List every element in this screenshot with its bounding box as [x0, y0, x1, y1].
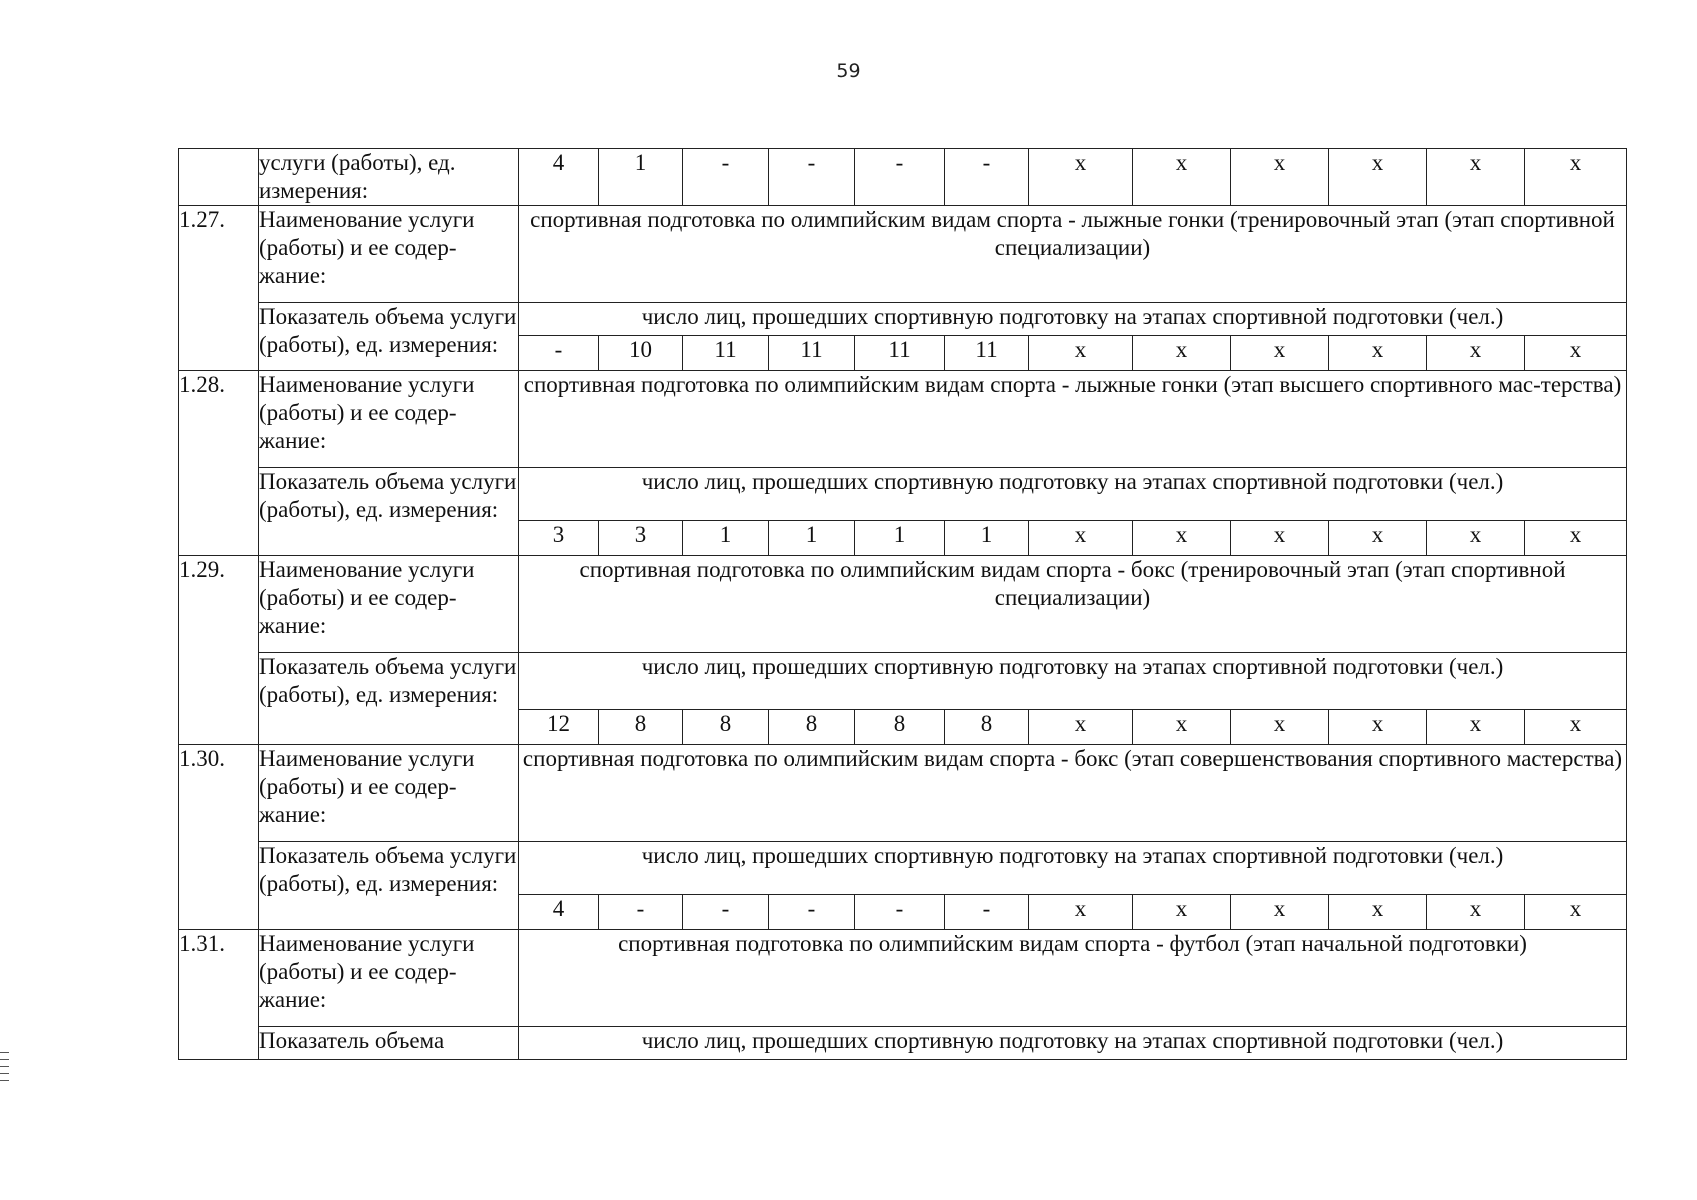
- service-name-label: Наименование услуги (работы) и ее содер-жание:: [259, 206, 519, 303]
- indicator-description: число лиц, прошедших спортивную подготовку на этапах спортивной подготовки (чел.): [519, 842, 1627, 895]
- value-cell: 8: [769, 710, 855, 745]
- service-description: спортивная подготовка по олимпийским видам спорта - бокс (тренировочный этап (этап спортивной специализации): [519, 556, 1627, 653]
- service-row: [179, 206, 1627, 303]
- value-cell: x: [1427, 521, 1525, 556]
- value-cell: 10: [599, 336, 683, 371]
- indicator-label: Показатель объема услуги (работы), ед. измерения:: [259, 303, 519, 371]
- value-cell: x: [1133, 895, 1231, 930]
- value-cell: x: [1231, 895, 1329, 930]
- services-table: [178, 148, 1627, 1060]
- indicator-row: [179, 303, 1627, 336]
- service-description: спортивная подготовка по олимпийским видам спорта - лыжные гонки (тренировочный этап (этап спортивной специализации): [519, 206, 1627, 303]
- value-cell: x: [1133, 149, 1231, 206]
- value-cell: 1: [945, 521, 1029, 556]
- value-cell: 8: [945, 710, 1029, 745]
- value-cell: 1: [769, 521, 855, 556]
- value-cell: 11: [855, 336, 945, 371]
- value-cell: x: [1133, 710, 1231, 745]
- value-cell: -: [519, 336, 599, 371]
- value-cell: 3: [599, 521, 683, 556]
- value-cell: x: [1133, 336, 1231, 371]
- value-cell: -: [855, 895, 945, 930]
- row-number: 1.27.: [179, 206, 259, 371]
- value-cell: x: [1329, 336, 1427, 371]
- indicator-label: Показатель объема услуги (работы), ед. измерения:: [259, 468, 519, 556]
- value-cell: x: [1029, 521, 1133, 556]
- value-cell: 4: [519, 895, 599, 930]
- value-cell: x: [1525, 710, 1627, 745]
- value-cell: 8: [599, 710, 683, 745]
- value-cell: -: [945, 149, 1029, 206]
- row-number: 1.31.: [179, 930, 259, 1060]
- indicator-row: [179, 1027, 1627, 1060]
- indicator-row: [179, 468, 1627, 521]
- service-row: [179, 371, 1627, 468]
- row-number: 1.30.: [179, 745, 259, 930]
- value-cell: x: [1329, 521, 1427, 556]
- value-cell: -: [599, 895, 683, 930]
- value-cell: -: [683, 895, 769, 930]
- value-cell: 1: [855, 521, 945, 556]
- value-cell: 12: [519, 710, 599, 745]
- scan-edge-marks: [0, 1052, 9, 1092]
- value-cell: -: [945, 895, 1029, 930]
- indicator-row: [179, 842, 1627, 895]
- service-name-label: Наименование услуги (работы) и ее содер-жание:: [259, 556, 519, 653]
- value-cell: 8: [683, 710, 769, 745]
- value-cell: x: [1427, 149, 1525, 206]
- page-number: 59: [836, 60, 861, 82]
- value-cell: x: [1329, 710, 1427, 745]
- row-number: 1.29.: [179, 556, 259, 745]
- value-cell: 1: [599, 149, 683, 206]
- indicator-description: число лиц, прошедших спортивную подготовку на этапах спортивной подготовки (чел.): [519, 468, 1627, 521]
- continuation-row: [179, 149, 1627, 206]
- service-name-label: Наименование услуги (работы) и ее содер-жание:: [259, 745, 519, 842]
- value-cell: -: [769, 149, 855, 206]
- row-number-cell: [179, 149, 259, 206]
- value-cell: x: [1329, 149, 1427, 206]
- value-cell: x: [1029, 336, 1133, 371]
- value-cell: 8: [855, 710, 945, 745]
- indicator-description: число лиц, прошедших спортивную подготовку на этапах спортивной подготовки (чел.): [519, 303, 1627, 336]
- service-name-label: Наименование услуги (работы) и ее содер-жание:: [259, 371, 519, 468]
- service-row: [179, 556, 1627, 653]
- value-cell: x: [1525, 895, 1627, 930]
- value-cell: x: [1133, 521, 1231, 556]
- service-row: [179, 745, 1627, 842]
- service-description: спортивная подготовка по олимпийским видам спорта - лыжные гонки (этап высшего спортивного мас-терства): [519, 371, 1627, 468]
- value-cell: x: [1231, 336, 1329, 371]
- value-cell: x: [1525, 149, 1627, 206]
- indicator-label: услуги (работы), ед. измерения:: [259, 149, 519, 206]
- indicator-description: число лиц, прошедших спортивную подготовку на этапах спортивной подготовки (чел.): [519, 653, 1627, 710]
- value-cell: 11: [683, 336, 769, 371]
- value-cell: 3: [519, 521, 599, 556]
- value-cell: x: [1427, 710, 1525, 745]
- value-cell: 11: [945, 336, 1029, 371]
- service-description: спортивная подготовка по олимпийским видам спорта - футбол (этап начальной подготовки): [519, 930, 1627, 1027]
- value-cell: x: [1525, 336, 1627, 371]
- value-cell: -: [683, 149, 769, 206]
- value-cell: x: [1029, 149, 1133, 206]
- value-cell: -: [769, 895, 855, 930]
- indicator-label: Показатель объема: [259, 1027, 519, 1060]
- value-cell: x: [1231, 521, 1329, 556]
- value-cell: x: [1029, 895, 1133, 930]
- value-cell: x: [1329, 895, 1427, 930]
- value-cell: 1: [683, 521, 769, 556]
- indicator-row: [179, 653, 1627, 710]
- value-cell: x: [1525, 521, 1627, 556]
- value-cell: -: [855, 149, 945, 206]
- indicator-description: число лиц, прошедших спортивную подготовку на этапах спортивной подготовки (чел.): [519, 1027, 1627, 1060]
- value-cell: 11: [769, 336, 855, 371]
- row-number: 1.28.: [179, 371, 259, 556]
- service-name-label: Наименование услуги (работы) и ее содер-жание:: [259, 930, 519, 1027]
- indicator-label: Показатель объема услуги (работы), ед. измерения:: [259, 653, 519, 745]
- indicator-label: Показатель объема услуги (работы), ед. измерения:: [259, 842, 519, 930]
- service-description: спортивная подготовка по олимпийским видам спорта - бокс (этап совершенствования спортивного мастерства): [519, 745, 1627, 842]
- value-cell: x: [1427, 336, 1525, 371]
- value-cell: 4: [519, 149, 599, 206]
- value-cell: x: [1231, 710, 1329, 745]
- service-row: [179, 930, 1627, 1027]
- value-cell: x: [1231, 149, 1329, 206]
- value-cell: x: [1029, 710, 1133, 745]
- value-cell: x: [1427, 895, 1525, 930]
